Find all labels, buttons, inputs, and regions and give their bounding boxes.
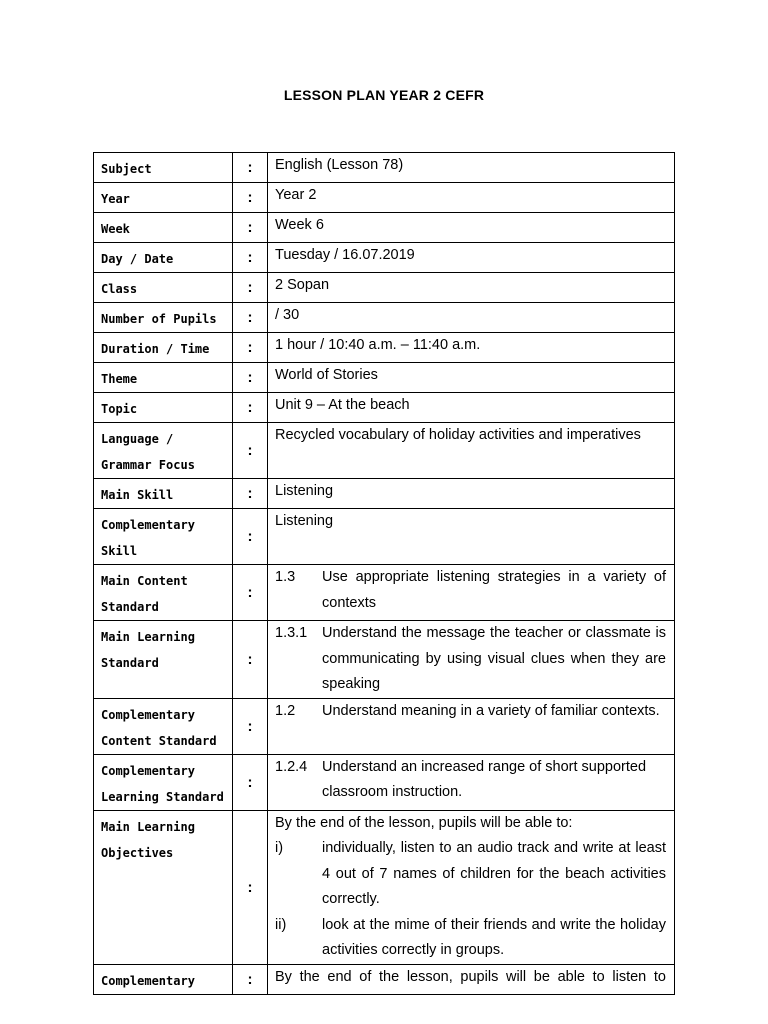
row-value <box>268 810 675 964</box>
table-row <box>94 273 675 303</box>
objective-item <box>275 913 666 964</box>
table-row <box>94 183 675 213</box>
standard-text: Understand meaning in a variety of familiar contexts. <box>322 702 660 719</box>
row-value: English (Lesson 78) <box>268 153 675 183</box>
table-row <box>94 964 675 994</box>
standard-number: 1.3 <box>275 569 296 585</box>
standard-entry <box>275 565 666 616</box>
row-label <box>94 810 233 964</box>
row-value: / 30 <box>268 303 675 333</box>
label-line: Main Learning <box>101 630 195 644</box>
row-label: Class <box>94 273 233 303</box>
standard-entry <box>275 699 666 725</box>
row-value <box>268 754 675 810</box>
colon-separator: : <box>233 509 268 565</box>
row-value: Unit 9 – At the beach <box>268 393 675 423</box>
label-line: Complementary <box>101 707 195 722</box>
table-row <box>94 363 675 393</box>
label-line: Main Learning <box>101 819 195 834</box>
row-value: Listening <box>268 509 675 565</box>
row-value: Recycled vocabulary of holiday activities and imperatives <box>268 423 675 479</box>
objectives-intro: By the end of the lesson, pupils will be able to: <box>275 814 573 831</box>
label-line: Complementary <box>101 763 195 778</box>
label-line: Skill <box>101 544 138 558</box>
row-label <box>94 423 233 479</box>
colon-separator: : <box>233 213 268 243</box>
table-row <box>94 509 675 565</box>
row-label: Year <box>94 183 233 213</box>
table-row <box>94 393 675 423</box>
label-line: Language / <box>101 432 174 446</box>
row-value: Listening <box>268 479 675 509</box>
table-row <box>94 303 675 333</box>
colon-separator: : <box>233 273 268 303</box>
label-line: Objectives <box>101 845 174 860</box>
row-label: Day / Date <box>94 243 233 273</box>
table-row <box>94 565 675 621</box>
colon-separator: : <box>233 423 268 479</box>
standard-entry <box>275 621 666 698</box>
row-label <box>94 754 233 810</box>
standard-number: 1.2 <box>275 702 296 719</box>
row-label <box>94 565 233 621</box>
label-line: Standard <box>101 600 159 614</box>
row-label: Week <box>94 213 233 243</box>
row-value: Tuesday / 16.07.2019 <box>268 243 675 273</box>
row-value: 1 hour / 10:40 a.m. – 11:40 a.m. <box>268 333 675 363</box>
table-row <box>94 213 675 243</box>
table-row <box>94 243 675 273</box>
row-label: Theme <box>94 363 233 393</box>
colon-separator: : <box>233 698 268 754</box>
colon-separator: : <box>233 153 268 183</box>
row-label: Main Skill <box>94 479 233 509</box>
row-label <box>94 698 233 754</box>
colon-separator: : <box>233 333 268 363</box>
label-line: Learning Standard <box>101 789 224 804</box>
row-value: Year 2 <box>268 183 675 213</box>
row-value: World of Stories <box>268 363 675 393</box>
row-label <box>94 621 233 699</box>
row-label: Duration / Time <box>94 333 233 363</box>
label-line: Complementary <box>101 518 195 532</box>
row-value: By the end of the lesson, pupils will be able to listen to <box>268 964 675 994</box>
colon-separator: : <box>233 243 268 273</box>
colon-separator: : <box>233 621 268 699</box>
row-value: 2 Sopan <box>268 273 675 303</box>
table-row <box>94 754 675 810</box>
colon-separator: : <box>233 183 268 213</box>
table-row <box>94 423 675 479</box>
objective-number: i) <box>275 840 284 856</box>
standard-text: Understand the message the teacher or classmate is communicating by using visual clues when they are speaking <box>322 625 666 692</box>
standard-text: Understand an increased range of short supported classroom instruction. <box>322 758 647 800</box>
colon-separator: : <box>233 964 268 994</box>
row-label: Complementary <box>94 964 233 994</box>
colon-separator: : <box>233 754 268 810</box>
table-row <box>94 333 675 363</box>
label-line: Grammar Focus <box>101 458 195 472</box>
table-row <box>94 153 675 183</box>
row-value <box>268 621 675 699</box>
row-label: Topic <box>94 393 233 423</box>
colon-separator: : <box>233 393 268 423</box>
standard-text: Use appropriate listening strategies in a variety of contexts <box>322 569 666 611</box>
row-value <box>268 698 675 754</box>
standard-number: 1.2.4 <box>275 758 308 775</box>
page-title: LESSON PLAN YEAR 2 CEFR <box>283 87 485 103</box>
objective-text: look at the mime of their friends and write the holiday activities correctly in groups. <box>322 916 666 958</box>
table-row <box>94 810 675 964</box>
label-line: Main Content <box>101 574 188 588</box>
colon-separator: : <box>233 565 268 621</box>
objective-item <box>275 836 666 913</box>
row-label <box>94 509 233 565</box>
label-line: Standard <box>101 656 159 670</box>
table-row <box>94 479 675 509</box>
table-row <box>94 698 675 754</box>
row-value: Week 6 <box>268 213 675 243</box>
colon-separator: : <box>233 810 268 964</box>
label-line: Content Standard <box>101 733 217 748</box>
objective-text: individually, listen to an audio track and write at least 4 out of 7 names of children for the beach activities correctly. <box>322 840 666 907</box>
colon-separator: : <box>233 479 268 509</box>
lesson-plan-table <box>93 152 675 995</box>
row-value <box>268 565 675 621</box>
colon-separator: : <box>233 303 268 333</box>
row-label: Subject <box>94 153 233 183</box>
standard-entry <box>275 755 666 806</box>
table-row <box>94 621 675 699</box>
standard-number: 1.3.1 <box>275 625 308 641</box>
colon-separator: : <box>233 363 268 393</box>
objective-number: ii) <box>275 916 287 933</box>
row-label: Number of Pupils <box>94 303 233 333</box>
